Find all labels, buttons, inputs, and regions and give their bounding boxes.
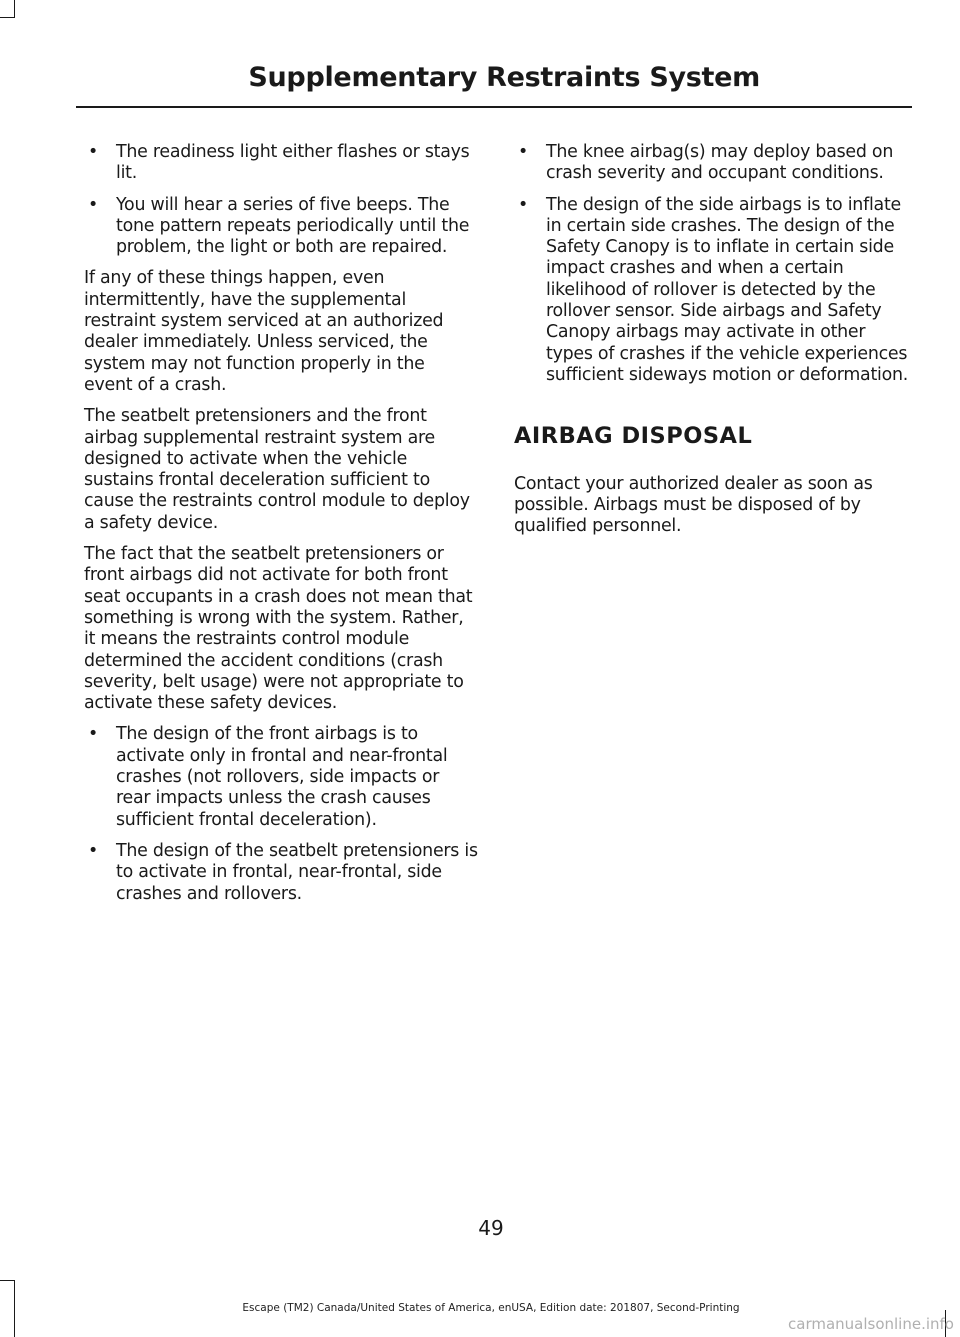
page-title: Supplementary Restraints System xyxy=(248,62,760,93)
footer-text: Escape (TM2) Canada/United States of America, enUSA, Edition date: 201807, Second-Printing xyxy=(242,1302,740,1314)
crop-mark-bottom-left-h xyxy=(0,1280,15,1281)
bullet-glyph: • xyxy=(518,142,529,162)
bullet-glyph: • xyxy=(88,840,99,861)
bullet-glyph: • xyxy=(518,194,529,215)
list-item-text: The design of the seatbelt pretensioners is to activate in frontal, near-frontal, side crashes and rollovers. xyxy=(116,840,478,904)
right-column xyxy=(514,142,910,547)
left-column xyxy=(84,142,478,915)
list-item xyxy=(84,142,478,185)
list-item xyxy=(84,841,478,905)
list-item-text: The readiness light either flashes or stays lit. xyxy=(116,142,470,184)
list-item-text: The design of the front airbags is to activate only in frontal and near-frontal crashes (not rollovers, side impacts or rear impacts unless the crash causes sufficient frontal deceleration). xyxy=(116,724,448,830)
paragraph: Contact your authorized dealer as soon as possible. Airbags must be disposed of by qualified personnel. xyxy=(514,473,873,537)
section-heading: AIRBAG DISPOSAL xyxy=(514,423,753,450)
watermark: carmanualsonline.info xyxy=(788,1315,954,1333)
paragraph: If any of these things happen, even intermittently, have the supplemental restraint system serviced at an authorized dealer immediately. Unless serviced, the system may not function properly in the event of a crash. xyxy=(84,268,444,395)
paragraph: The fact that the seatbelt pretensioners or front airbags did not activate for both front seat occupants in a crash does not mean that something is wrong with the system. Rather, it means the restraints control module determined the accident conditions (crash severity, belt usage) were not appropriate to activate these safety devices. xyxy=(84,544,473,714)
bullet-glyph: • xyxy=(88,142,99,162)
paragraph: The seatbelt pretensioners and the front airbag supplemental restraint system are designed to activate when the vehicle sustains frontal deceleration sufficient to cause the restraints control module to deploy a safety device. xyxy=(84,406,470,533)
list-item-text: You will hear a series of five beeps. The tone pattern repeats periodically until the problem, the light or both are repaired. xyxy=(116,194,470,258)
list-item xyxy=(84,724,478,830)
crop-mark-top-left-h xyxy=(0,17,15,18)
header-rule xyxy=(76,106,912,108)
crop-mark-top-left xyxy=(14,0,15,18)
bullet-glyph: • xyxy=(88,194,99,215)
list-item xyxy=(84,195,478,259)
list-item-text: The knee airbag(s) may deploy based on crash severity and occupant conditions. xyxy=(546,142,894,184)
bullet-glyph: • xyxy=(88,724,99,745)
list-item-text: The design of the side airbags is to inflate in certain side crashes. The design of the Safety Canopy is to inflate in certain side impact crashes and when a certain likelihood of rollover is detected by the rollover sensor. Side airbags and Safety Canopy airbags may activate in other types of crashes if the vehicle experiences sufficient sideways motion or deformation. xyxy=(546,194,909,385)
page-number: 49 xyxy=(478,1216,504,1240)
list-item xyxy=(514,195,910,387)
list-item xyxy=(514,142,910,185)
